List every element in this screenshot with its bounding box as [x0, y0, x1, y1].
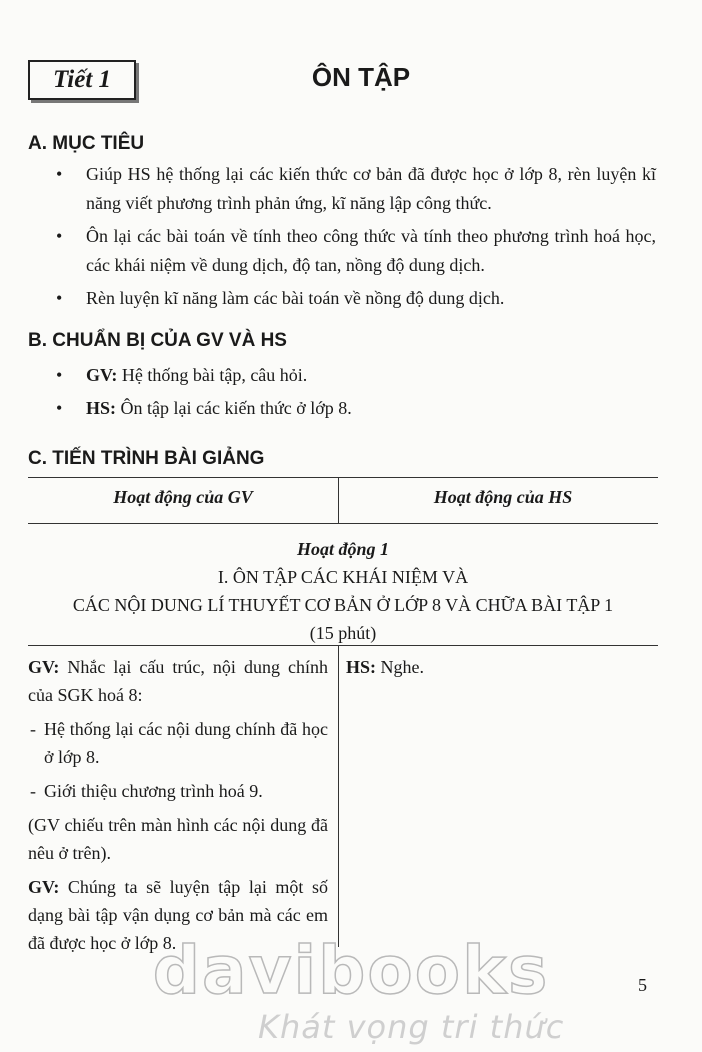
- gv-paragraph-2: GV: Chúng ta sẽ luyện tập lại một số dạng bài tập vận dụng cơ bản mà các em đã được học ở lớp 8.: [28, 877, 328, 953]
- section-b-list: [56, 361, 656, 427]
- hs-prep-text: Ôn tập lại các kiến thức ở lớp 8.: [116, 398, 352, 418]
- list-item: • Ôn lại các bài toán về tính theo công thức và tính theo phương trình hoá học, các khái niệm về dung dịch, độ tan, nồng độ dung dịch.: [56, 222, 656, 280]
- table-top-rule: [28, 477, 658, 478]
- activity-line-2: CÁC NỘI DUNG LÍ THUYẾT CƠ BẢN Ở LỚP 8 VÀ CHỮA BÀI TẬP 1: [72, 595, 614, 615]
- gv-paragraph-1: GV: Nhắc lại cấu trúc, nội dung chính của SGK hoá 8:: [28, 657, 328, 705]
- activity-line-1: I. ÔN TẬP CÁC KHÁI NIỆM VÀ: [217, 567, 469, 587]
- gv-dash-item-1: - Hệ thống lại các nội dung chính đã học ở lớp 8.: [28, 715, 328, 771]
- section-a-heading: A. MỤC TIÊU: [28, 133, 145, 154]
- hs-response-label: HS:: [346, 657, 377, 677]
- watermark-brand: davibooks: [152, 932, 550, 1009]
- hs-column: [346, 653, 646, 681]
- activity-title: Hoạt động 1: [296, 539, 389, 559]
- col-header-gv: Hoạt động của GV: [113, 487, 253, 507]
- list-item: [56, 361, 656, 390]
- section-b-heading: B. CHUẨN BỊ CỦA GV VÀ HS: [28, 330, 287, 351]
- lesson-label: Tiết 1: [52, 66, 112, 93]
- col-header-hs: Hoạt động của HS: [433, 487, 573, 507]
- watermark-tagline: Khát vọng tri thức: [258, 1008, 565, 1046]
- hs-response-text: Nghe.: [376, 657, 425, 677]
- gv-label: GV:: [86, 365, 118, 385]
- activity-duration: (15 phút): [309, 623, 377, 643]
- list-item: • Giúp HS hệ thống lại các kiến thức cơ bản đã được học ở lớp 8, rèn luyện kĩ năng viết phương trình phản ứng, kĩ năng lập công thức.: [56, 160, 656, 218]
- activity-table: [28, 477, 658, 953]
- list-item: [56, 394, 656, 423]
- section-a-list: [56, 160, 656, 317]
- activity-bottom-rule: [28, 645, 658, 646]
- body-divider: [338, 645, 339, 947]
- hs-label: HS:: [86, 398, 117, 418]
- activity-heading: [28, 535, 658, 647]
- page-title: ÔN TẬP: [311, 62, 411, 92]
- header-divider: [338, 477, 339, 523]
- gv-note: (GV chiếu trên màn hình các nội dung đã nêu ở trên).: [28, 815, 328, 863]
- section-c-heading: C. TIẾN TRÌNH BÀI GIẢNG: [28, 448, 265, 469]
- header-bottom-rule: [28, 523, 658, 524]
- gv-column: [28, 653, 328, 963]
- gv-prep-text: Hệ thống bài tập, câu hỏi.: [117, 365, 308, 385]
- gv-dash-item-2: - Giới thiệu chương trình hoá 9.: [28, 777, 328, 805]
- list-item: • Rèn luyện kĩ năng làm các bài toán về nồng độ dung dịch.: [56, 284, 656, 313]
- page-number: 5: [638, 975, 647, 995]
